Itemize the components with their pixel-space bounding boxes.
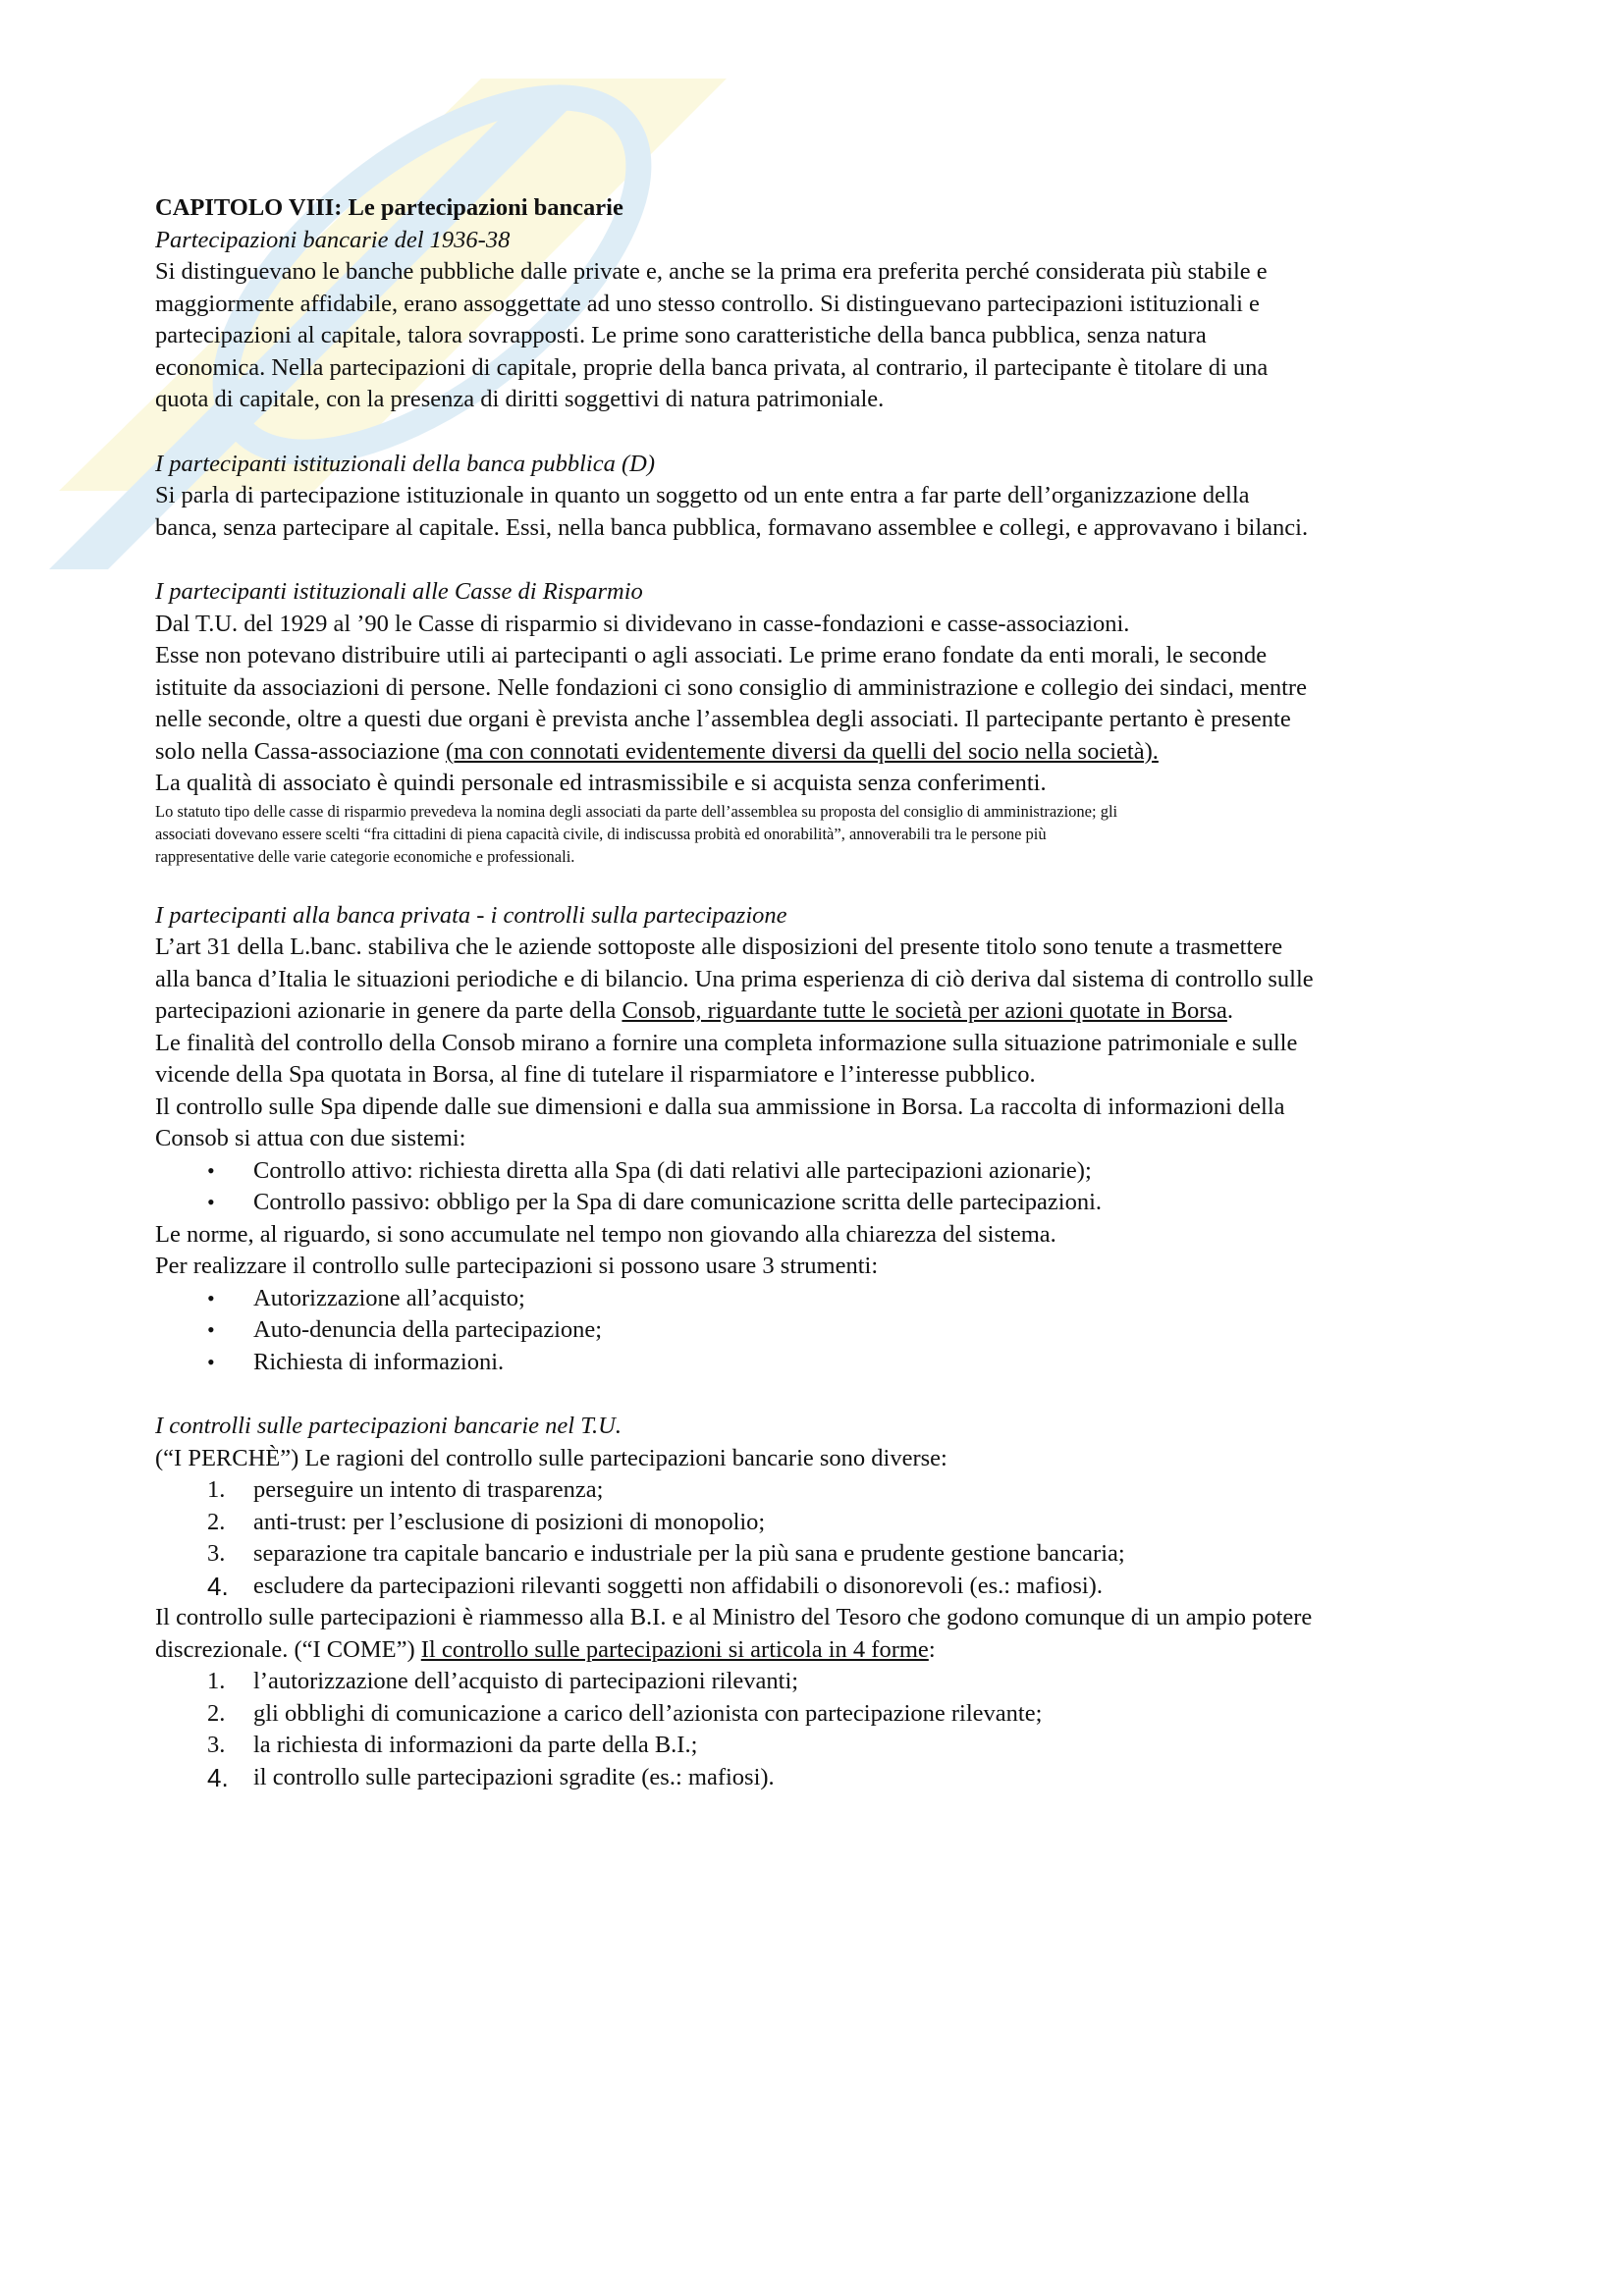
list-number: 3. (207, 1540, 226, 1567)
list-number: 1. (207, 1668, 226, 1694)
section-heading-banca-pubblica: I partecipanti istituzionali della banca pubblica (D) (155, 450, 655, 477)
underlined-text: (ma con connotati evidentemente diversi da quelli del socio nella società). (445, 737, 1159, 765)
text-line: istituite da associazioni di persone. Nelle fondazioni ci sono consiglio di amministrazione e collegio dei sindaci, mentre (155, 673, 1307, 701)
small-line: associati dovevano essere scelti “fra cittadini di piena capacità civile, di indiscussa probità ed onorabilità”, annoverabili tra le persone più (155, 824, 1047, 843)
text-line (155, 736, 1490, 769)
list-item-text: gli obblighi di comunicazione a carico dell’azionista con partecipazione rilevante; (253, 1699, 1043, 1727)
footnote-small-text (155, 800, 1490, 868)
section-heading-tu: I controlli sulle partecipazioni bancarie nel T.U. (155, 1413, 622, 1439)
list-number: 4. (207, 1762, 229, 1792)
small-line: rappresentative delle varie categorie economiche e professionali. (155, 846, 575, 866)
list-item: • Auto-denuncia della partecipazione; (155, 1314, 1490, 1347)
text-line: partecipazioni al capitale, talora sovrapposti. Le prime sono caratteristiche della banca pubblica, senza natura (155, 322, 1207, 348)
list-item (155, 1507, 1490, 1539)
small-line: Lo statuto tipo delle casse di risparmio prevedeva la nomina degli associati da parte dell’assemblea su proposta del consiglio di amministrazione; gli (155, 801, 1118, 821)
list-item-text: escludere da partecipazioni rilevanti soggetti non affidabili o disonorevoli (es.: mafiosi). (253, 1572, 1103, 1599)
numbered-list-ragioni (155, 1474, 1490, 1602)
list-item-text: l’autorizzazione dell’acquisto di partecipazioni rilevanti; (253, 1668, 799, 1694)
text-span: . (1226, 997, 1233, 1024)
text-line: Si distinguevano le banche pubbliche dalle private e, anche se la prima era preferita perché considerata più stabile e (155, 258, 1268, 285)
text-line: (“I PERCHÈ”) Le ragioni del controllo sulle partecipazioni bancarie sono diverse: (155, 1444, 947, 1471)
text-line: Le finalità del controllo della Consob mirano a fornire una completa informazione sulla situazione patrimoniale e sulle (155, 1029, 1298, 1056)
list-item (155, 1474, 1490, 1507)
text-line: La qualità di associato è quindi personale ed intrasmissibile e si acquista senza conferimenti. (155, 770, 1047, 796)
text-line: Dal T.U. del 1929 al ’90 le Casse di risparmio si dividevano in casse-fondazioni e casse-associazioni. (155, 610, 1130, 637)
list-item (155, 1698, 1490, 1731)
list-item (155, 1762, 1490, 1794)
list-item-text: anti-trust: per l’esclusione di posizioni di monopolio; (253, 1508, 766, 1535)
text-span: : (928, 1635, 936, 1663)
text-line: Esse non potevano distribuire utili ai partecipanti o agli associati. Le prime erano fondate da enti morali, le seconde (155, 642, 1268, 668)
text-line: maggiormente affidabile, erano assoggettate ad uno stesso controllo. Si distinguevano partecipazioni istituzionali e (155, 290, 1260, 317)
list-item: • Controllo passivo: obbligo per la Spa di dare comunicazione scritta delle partecipazioni. (155, 1187, 1490, 1219)
document-page (155, 192, 1490, 1793)
list-item: • Autorizzazione all’acquisto; (155, 1283, 1490, 1315)
text-line: Si parla di partecipazione istituzionale in quanto un soggetto od un ente entra a far parte dell’organizzazione della (155, 482, 1250, 508)
text-line: alla banca d’Italia le situazioni periodiche e di bilancio. Una prima esperienza di ciò deriva dal sistema di controllo sulle (155, 965, 1314, 992)
text-line: Le norme, al riguardo, si sono accumulate nel tempo non giovando alla chiarezza del sistema. (155, 1220, 1056, 1248)
list-item (155, 1571, 1490, 1603)
list-number: 4. (207, 1571, 229, 1601)
list-item-text: il controllo sulle partecipazioni sgradite (es.: mafiosi). (253, 1763, 775, 1790)
page-title: CAPITOLO VIII: Le partecipazioni bancarie (155, 194, 623, 221)
text-line: banca, senza partecipare al capitale. Essi, nella banca pubblica, formavano assemblee e collegi, e approvavano i bilanci. (155, 513, 1309, 541)
section-heading-banca-privata: I partecipanti alla banca privata - i controlli sulla partecipazione (155, 901, 787, 929)
text-line: Consob si attua con due sistemi: (155, 1125, 466, 1151)
section-heading-1936: Partecipazioni bancarie del 1936-38 (155, 226, 511, 253)
underlined-text: Il controllo sulle partecipazioni si articola in 4 forme (420, 1635, 929, 1663)
bullet-list-strumenti (155, 1283, 1490, 1379)
list-number: 3. (207, 1732, 226, 1758)
text-line: quota di capitale, con la presenza di diritti soggettivi di natura patrimoniale. (155, 386, 885, 412)
section-heading-casse-risparmio: I partecipanti istituzionali alle Casse di Risparmio (155, 578, 643, 605)
list-item (155, 1538, 1490, 1571)
text-line: Per realizzare il controllo sulle partecipazioni si possono usare 3 strumenti: (155, 1253, 879, 1279)
text-line: L’art 31 della L.banc. stabiliva che le aziende sottoposte alle disposizioni del presente titolo sono tenute a trasmettere (155, 934, 1283, 960)
list-item (155, 1666, 1490, 1698)
underlined-text: Consob, riguardante tutte le società per azioni quotate in Borsa (622, 997, 1227, 1024)
bullet-list-controlli (155, 1155, 1490, 1219)
text-line (155, 1634, 1490, 1667)
list-item: • Richiesta di informazioni. (155, 1347, 1490, 1379)
text-line: Il controllo sulle Spa dipende dalle sue dimensioni e dalla sua ammissione in Borsa. La raccolta di informazioni della (155, 1093, 1285, 1120)
list-number: 2. (207, 1508, 226, 1535)
list-item: • Controllo attivo: richiesta diretta alla Spa (di dati relativi alle partecipazioni azionarie); (155, 1155, 1490, 1188)
list-number: 1. (207, 1476, 226, 1503)
text-line (155, 995, 1490, 1028)
text-line: Il controllo sulle partecipazioni è riammesso alla B.I. e al Ministro del Tesoro che godono comunque di un ampio potere (155, 1604, 1313, 1630)
text-span: discrezionale. (“I COME”) (155, 1635, 421, 1663)
text-line: vicende della Spa quotata in Borsa, al fine di tutelare il risparmiatore e l’interesse pubblico. (155, 1061, 1036, 1088)
list-number: 2. (207, 1699, 226, 1727)
numbered-list-forme (155, 1666, 1490, 1793)
text-span: solo nella Cassa-associazione (155, 737, 446, 765)
text-span: partecipazioni azionarie in genere da parte della (155, 997, 622, 1024)
text-line: economica. Nella partecipazioni di capitale, proprie della banca privata, al contrario, il partecipante è titolare di una (155, 353, 1269, 381)
list-item-text: la richiesta di informazioni da parte della B.I.; (253, 1732, 698, 1758)
list-item-text: perseguire un intento di trasparenza; (253, 1476, 604, 1503)
list-item-text: separazione tra capitale bancario e industriale per la più sana e prudente gestione bancaria; (253, 1540, 1125, 1567)
list-item (155, 1730, 1490, 1762)
text-line: nelle seconde, oltre a questi due organi è prevista anche l’assemblea degli associati. Il partecipante pertanto è presente (155, 706, 1291, 732)
